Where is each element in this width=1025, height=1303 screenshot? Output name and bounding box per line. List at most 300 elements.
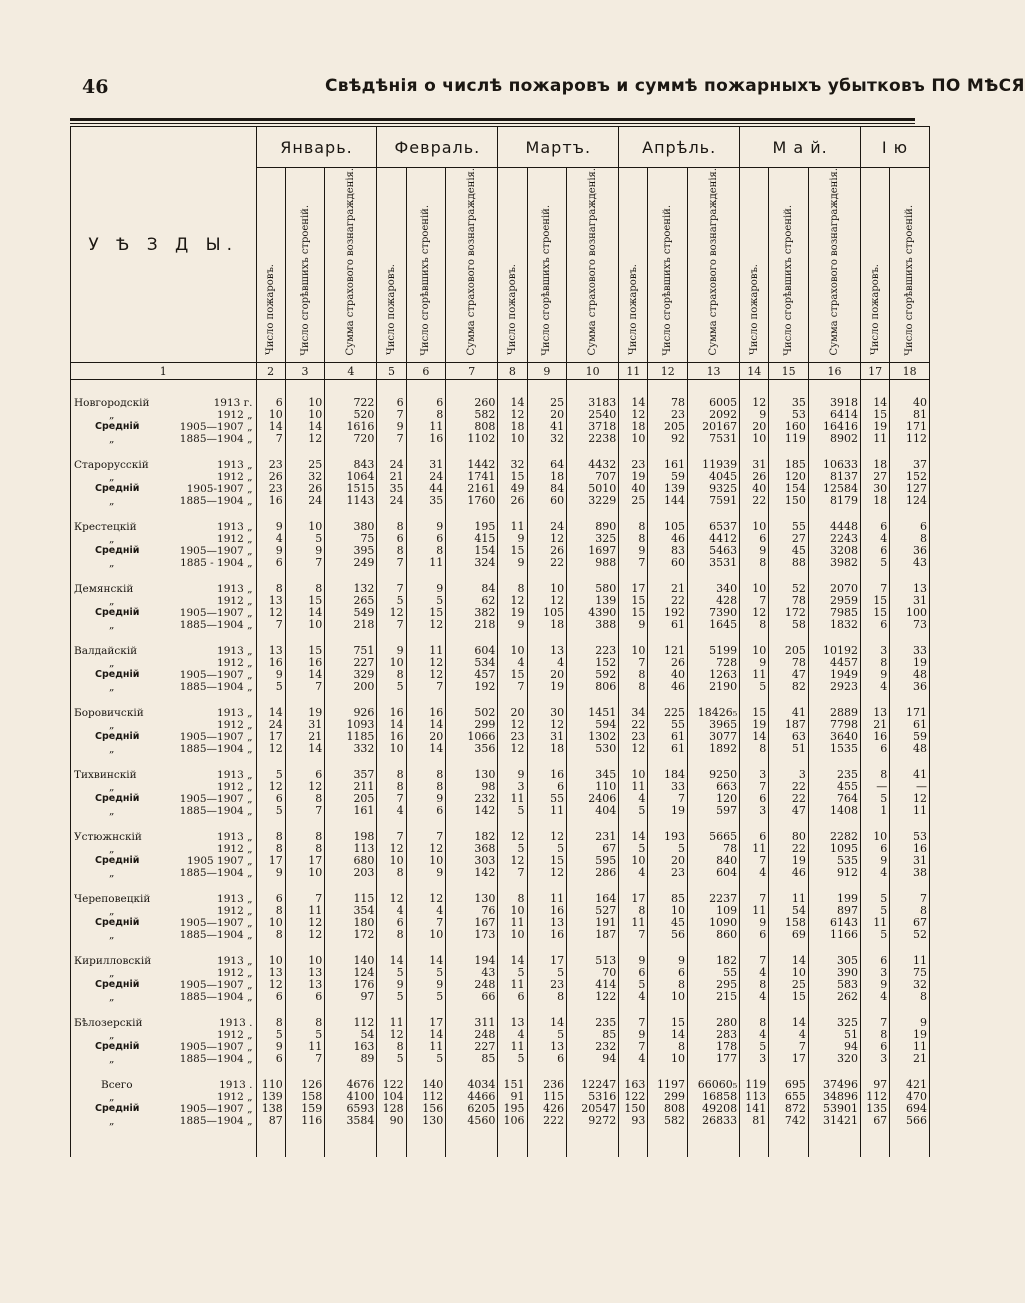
value-cell: 3 bbox=[740, 805, 769, 817]
empty-cell bbox=[446, 817, 498, 831]
value-cell: 6205 bbox=[446, 1103, 498, 1115]
uezdy-header: У Ѣ З Д Ы. bbox=[71, 127, 257, 363]
value-cell: 9 bbox=[256, 1041, 285, 1053]
value-cell: 1741 bbox=[446, 471, 498, 483]
table-row bbox=[71, 557, 930, 569]
empty-cell bbox=[740, 941, 769, 955]
value-cell: 11 bbox=[740, 843, 769, 855]
value-cell: 9 bbox=[256, 669, 285, 681]
value-cell: 53 bbox=[769, 409, 809, 421]
value-cell: 135 bbox=[861, 1103, 890, 1115]
row-period: 1913 „ bbox=[217, 831, 253, 844]
value-cell: 4 bbox=[861, 991, 890, 1003]
value-cell: 120 bbox=[769, 471, 809, 483]
value-cell: 14 bbox=[619, 397, 648, 409]
empty-cell bbox=[861, 879, 890, 893]
value-cell: 808 bbox=[446, 421, 498, 433]
subcolumn-header bbox=[740, 168, 769, 363]
value-cell: 112 bbox=[861, 1091, 890, 1103]
value-cell: 6 bbox=[406, 397, 446, 409]
empty-cell bbox=[377, 1127, 406, 1157]
empty-cell bbox=[377, 569, 406, 583]
value-cell: 14 bbox=[285, 421, 325, 433]
empty-cell bbox=[527, 380, 567, 398]
value-cell: 16 bbox=[527, 769, 567, 781]
empty-cell bbox=[377, 693, 406, 707]
value-cell: 7 bbox=[619, 1017, 648, 1029]
row-period: 1885—1904 „ bbox=[179, 433, 253, 446]
value-cell: 1263 bbox=[688, 669, 740, 681]
row-period: 1905—1907 „ bbox=[179, 731, 253, 744]
value-cell: 192 bbox=[648, 607, 688, 619]
value-cell: 130 bbox=[446, 769, 498, 781]
empty-cell bbox=[648, 631, 688, 645]
value-cell: 9 bbox=[406, 867, 446, 879]
value-cell: 5316 bbox=[567, 1091, 619, 1103]
row-label: „ bbox=[109, 681, 115, 694]
row-period: 1885—1904 „ bbox=[179, 1115, 253, 1128]
value-cell: 426 bbox=[527, 1103, 567, 1115]
value-cell: 22 bbox=[769, 793, 809, 805]
empty-cell bbox=[498, 755, 527, 769]
value-cell: 45 bbox=[648, 917, 688, 929]
month-header-row bbox=[71, 127, 930, 168]
value-cell: 455 bbox=[808, 781, 860, 793]
value-cell: 15 bbox=[769, 991, 809, 1003]
value-cell: 87 bbox=[256, 1115, 285, 1127]
value-cell: 8 bbox=[377, 781, 406, 793]
row-period: 1905—1907 „ bbox=[179, 917, 253, 930]
value-cell: 24 bbox=[527, 521, 567, 533]
value-cell: 597 bbox=[688, 805, 740, 817]
value-cell: 5199 bbox=[688, 645, 740, 657]
empty-cell bbox=[406, 445, 446, 459]
value-cell: 325 bbox=[808, 1017, 860, 1029]
value-cell: 13 bbox=[256, 967, 285, 979]
value-cell: 8 bbox=[377, 669, 406, 681]
empty-cell bbox=[406, 569, 446, 583]
row-label: Средній bbox=[95, 1103, 140, 1115]
value-cell: 11 bbox=[498, 917, 527, 929]
spacer-row bbox=[71, 507, 930, 521]
value-cell: 5 bbox=[527, 967, 567, 979]
empty-cell bbox=[769, 693, 809, 707]
value-cell: 36 bbox=[890, 681, 930, 693]
value-cell: 115 bbox=[527, 1091, 567, 1103]
value-cell: 9 bbox=[377, 421, 406, 433]
empty-cell bbox=[740, 507, 769, 521]
empty-cell bbox=[377, 507, 406, 521]
empty-cell bbox=[527, 879, 567, 893]
value-cell: 128 bbox=[377, 1103, 406, 1115]
value-cell: 4 bbox=[619, 991, 648, 1003]
value-cell: 184 bbox=[648, 769, 688, 781]
value-cell: 231 bbox=[567, 831, 619, 843]
value-cell: 18 bbox=[619, 421, 648, 433]
empty-cell bbox=[446, 380, 498, 398]
value-cell: 172 bbox=[769, 607, 809, 619]
value-cell: 10 bbox=[648, 1053, 688, 1065]
empty-cell bbox=[256, 445, 285, 459]
uezd-cell bbox=[71, 967, 257, 979]
value-cell: 154 bbox=[446, 545, 498, 557]
value-cell: 5 bbox=[619, 843, 648, 855]
value-cell: 11 bbox=[890, 805, 930, 817]
row-period: 1912 „ bbox=[217, 657, 253, 670]
value-cell: 218 bbox=[446, 619, 498, 631]
subcolumn-header bbox=[285, 168, 325, 363]
value-cell: 5 bbox=[861, 793, 890, 805]
value-cell: 10 bbox=[498, 645, 527, 657]
value-cell: 329 bbox=[325, 669, 377, 681]
empty-cell bbox=[740, 631, 769, 645]
value-cell: 48 bbox=[890, 669, 930, 681]
empty-cell bbox=[325, 631, 377, 645]
uezd-cell bbox=[71, 557, 257, 569]
month-june: І ю bbox=[861, 127, 930, 168]
column-number: 10 bbox=[567, 363, 619, 380]
value-cell: 10 bbox=[285, 521, 325, 533]
value-cell: 167 bbox=[446, 917, 498, 929]
value-cell: 7 bbox=[890, 893, 930, 905]
value-cell: 11 bbox=[527, 893, 567, 905]
value-cell: 34896 bbox=[808, 1091, 860, 1103]
value-cell: 38 bbox=[890, 867, 930, 879]
value-cell: 7985 bbox=[808, 607, 860, 619]
value-cell: 8 bbox=[285, 793, 325, 805]
value-cell: 49208 bbox=[688, 1103, 740, 1115]
value-cell: 23 bbox=[256, 483, 285, 495]
value-cell: 3 bbox=[861, 967, 890, 979]
value-cell: 1535 bbox=[808, 743, 860, 755]
empty-cell bbox=[740, 1003, 769, 1017]
value-cell: 728 bbox=[688, 657, 740, 669]
value-cell: 59 bbox=[890, 731, 930, 743]
value-cell: 55 bbox=[769, 521, 809, 533]
value-cell: 10 bbox=[769, 967, 809, 979]
value-cell: 11 bbox=[740, 669, 769, 681]
value-cell: 10192 bbox=[808, 645, 860, 657]
value-cell: 14 bbox=[406, 955, 446, 967]
value-cell: 6 bbox=[619, 967, 648, 979]
value-cell: 897 bbox=[808, 905, 860, 917]
value-cell: 26 bbox=[498, 495, 527, 507]
value-cell: 12 bbox=[498, 409, 527, 421]
value-cell: — bbox=[861, 781, 890, 793]
value-cell: 5 bbox=[740, 1041, 769, 1053]
value-cell: 3640 bbox=[808, 731, 860, 743]
row-period: 1913 г. bbox=[213, 397, 253, 410]
value-cell: 4560 bbox=[446, 1115, 498, 1127]
uezd-cell bbox=[71, 1053, 257, 1065]
value-cell: 305 bbox=[808, 955, 860, 967]
value-cell: 15 bbox=[619, 607, 648, 619]
value-cell: 7 bbox=[498, 681, 527, 693]
empty-cell bbox=[688, 879, 740, 893]
empty-cell bbox=[446, 1065, 498, 1079]
value-cell: 6 bbox=[861, 1041, 890, 1053]
value-cell: 8 bbox=[256, 843, 285, 855]
value-cell: 248 bbox=[446, 979, 498, 991]
value-cell: 4448 bbox=[808, 521, 860, 533]
value-cell: 33 bbox=[890, 645, 930, 657]
row-label: Валдайскій bbox=[74, 645, 138, 658]
value-cell: 694 bbox=[890, 1103, 930, 1115]
empty-cell bbox=[498, 445, 527, 459]
value-cell: 10 bbox=[498, 929, 527, 941]
empty-cell bbox=[406, 631, 446, 645]
row-period: 1905—1907 „ bbox=[179, 979, 253, 992]
value-cell: 10 bbox=[285, 867, 325, 879]
value-cell: 1166 bbox=[808, 929, 860, 941]
empty-cell bbox=[498, 1127, 527, 1157]
value-cell: 6 bbox=[890, 521, 930, 533]
empty-cell bbox=[325, 380, 377, 398]
value-cell: 9 bbox=[498, 533, 527, 545]
empty-cell bbox=[325, 1065, 377, 1079]
empty-cell bbox=[890, 941, 930, 955]
empty-cell bbox=[769, 631, 809, 645]
value-cell: 11 bbox=[740, 905, 769, 917]
value-cell: 178 bbox=[688, 1041, 740, 1053]
uezd-cell bbox=[71, 471, 257, 483]
empty-cell bbox=[285, 507, 325, 521]
value-cell: 3077 bbox=[688, 731, 740, 743]
value-cell: 12 bbox=[406, 843, 446, 855]
value-cell: 695 bbox=[769, 1079, 809, 1091]
value-cell: 52 bbox=[890, 929, 930, 941]
empty-cell bbox=[567, 1127, 619, 1157]
uezd-cell bbox=[71, 533, 257, 545]
column-number: 9 bbox=[527, 363, 567, 380]
empty-cell bbox=[256, 380, 285, 398]
value-cell: 66060₅ bbox=[688, 1079, 740, 1091]
value-cell: 31 bbox=[890, 595, 930, 607]
value-cell: 10633 bbox=[808, 459, 860, 471]
empty-cell bbox=[808, 879, 860, 893]
value-cell: 742 bbox=[769, 1115, 809, 1127]
value-cell: 8 bbox=[285, 1017, 325, 1029]
value-cell: 32 bbox=[285, 471, 325, 483]
value-cell: 5665 bbox=[688, 831, 740, 843]
empty-cell bbox=[377, 755, 406, 769]
value-cell: 4390 bbox=[567, 607, 619, 619]
value-cell: 15 bbox=[498, 545, 527, 557]
value-cell: 8 bbox=[740, 619, 769, 631]
row-label: „ bbox=[109, 743, 115, 756]
value-cell: 83 bbox=[648, 545, 688, 557]
empty-cell bbox=[325, 817, 377, 831]
value-cell: 15 bbox=[498, 471, 527, 483]
value-cell: 19 bbox=[527, 681, 567, 693]
value-cell: 9 bbox=[498, 557, 527, 569]
value-cell: 13 bbox=[890, 583, 930, 595]
value-cell: 8 bbox=[861, 1029, 890, 1041]
value-cell: 10 bbox=[740, 583, 769, 595]
value-cell: 17 bbox=[769, 1053, 809, 1065]
value-cell: 5 bbox=[527, 1029, 567, 1041]
value-cell: 5 bbox=[498, 1053, 527, 1065]
value-cell: 5 bbox=[861, 893, 890, 905]
value-cell: 26833 bbox=[688, 1115, 740, 1127]
value-cell: 61 bbox=[648, 619, 688, 631]
empty-cell bbox=[740, 445, 769, 459]
value-cell: 227 bbox=[325, 657, 377, 669]
value-cell: 7 bbox=[285, 557, 325, 569]
row-label: „ bbox=[109, 1091, 115, 1104]
empty-cell bbox=[256, 631, 285, 645]
empty-cell bbox=[769, 879, 809, 893]
value-cell: 11 bbox=[619, 781, 648, 793]
subcolumn-header-label: Сумма страхового вознагражденія. bbox=[466, 168, 478, 356]
uezd-cell bbox=[71, 645, 257, 657]
empty-cell bbox=[325, 755, 377, 769]
value-cell: 10 bbox=[498, 905, 527, 917]
empty-cell bbox=[808, 941, 860, 955]
value-cell: 194 bbox=[446, 955, 498, 967]
value-cell: 9 bbox=[256, 521, 285, 533]
value-cell: 3 bbox=[861, 645, 890, 657]
empty-cell bbox=[498, 631, 527, 645]
value-cell: 31421 bbox=[808, 1115, 860, 1127]
value-cell: 12 bbox=[527, 595, 567, 607]
row-period: 1905—1907 „ bbox=[179, 1041, 253, 1054]
empty-cell bbox=[71, 569, 257, 583]
value-cell: 11 bbox=[861, 917, 890, 929]
value-cell: 13 bbox=[256, 595, 285, 607]
value-cell: 55 bbox=[688, 967, 740, 979]
uezd-cell bbox=[71, 805, 257, 817]
page-number: 46 bbox=[82, 76, 109, 98]
value-cell: 415 bbox=[446, 533, 498, 545]
subcolumn-header bbox=[769, 168, 809, 363]
value-cell: 249 bbox=[325, 557, 377, 569]
uezd-cell bbox=[71, 545, 257, 557]
value-cell: 15 bbox=[740, 707, 769, 719]
value-cell: 11 bbox=[527, 805, 567, 817]
empty-cell bbox=[71, 1127, 257, 1157]
page-title: Свѣдѣнія о числѣ пожаровъ и суммѣ пожарныхъ убытковъ ПО МѢСЯ bbox=[325, 76, 1025, 96]
spacer-row bbox=[71, 1065, 930, 1079]
subcolumn-header-label: Сумма страхового вознагражденія. bbox=[708, 168, 720, 356]
value-cell: 295 bbox=[688, 979, 740, 991]
value-cell: 8 bbox=[377, 929, 406, 941]
value-cell: 23 bbox=[648, 867, 688, 879]
value-cell: 340 bbox=[688, 583, 740, 595]
value-cell: 17 bbox=[619, 893, 648, 905]
value-cell: 215 bbox=[688, 991, 740, 1003]
empty-cell bbox=[688, 941, 740, 955]
value-cell: 12 bbox=[377, 843, 406, 855]
value-cell: 8 bbox=[285, 843, 325, 855]
value-cell: 428 bbox=[688, 595, 740, 607]
subcolumn-header-label: Число пожаровъ. bbox=[506, 264, 518, 356]
value-cell: 88 bbox=[769, 557, 809, 569]
value-cell: 54 bbox=[769, 905, 809, 917]
value-cell: 21 bbox=[861, 719, 890, 731]
value-cell: 11 bbox=[406, 421, 446, 433]
value-cell: 15 bbox=[527, 855, 567, 867]
row-label: Средній bbox=[95, 421, 140, 433]
value-cell: 11 bbox=[285, 1041, 325, 1053]
value-cell: 3965 bbox=[688, 719, 740, 731]
value-cell: 23 bbox=[256, 459, 285, 471]
fire-statistics-table bbox=[70, 126, 930, 1157]
value-cell: 20 bbox=[648, 855, 688, 867]
empty-cell bbox=[446, 445, 498, 459]
uezd-cell bbox=[71, 1041, 257, 1053]
value-cell: 19 bbox=[285, 707, 325, 719]
column-number: 16 bbox=[808, 363, 860, 380]
value-cell: 19 bbox=[648, 805, 688, 817]
value-cell: 8 bbox=[377, 769, 406, 781]
value-cell: 457 bbox=[446, 669, 498, 681]
row-period: 1913 . bbox=[219, 1079, 253, 1092]
value-cell: 7 bbox=[377, 619, 406, 631]
empty-cell bbox=[406, 1003, 446, 1017]
value-cell: 10 bbox=[256, 409, 285, 421]
value-cell: 2070 bbox=[808, 583, 860, 595]
value-cell: 192 bbox=[446, 681, 498, 693]
value-cell: 84 bbox=[527, 483, 567, 495]
value-cell: 70 bbox=[567, 967, 619, 979]
value-cell: 19 bbox=[861, 421, 890, 433]
empty-cell bbox=[619, 631, 648, 645]
empty-cell bbox=[648, 1003, 688, 1017]
value-cell: 3531 bbox=[688, 557, 740, 569]
value-cell: 5 bbox=[285, 533, 325, 545]
row-label: „ bbox=[109, 805, 115, 818]
value-cell: 236 bbox=[527, 1079, 567, 1091]
value-cell: 11939 bbox=[688, 459, 740, 471]
table-row bbox=[71, 681, 930, 693]
value-cell: 6 bbox=[527, 1053, 567, 1065]
uezd-cell bbox=[71, 583, 257, 595]
value-cell: 97 bbox=[861, 1079, 890, 1091]
subcolumn-header-label: Число сгорѣвшихъ строеній. bbox=[299, 204, 311, 356]
value-cell: 7 bbox=[285, 681, 325, 693]
value-cell: 56 bbox=[648, 929, 688, 941]
row-period: 1913 „ bbox=[217, 955, 253, 968]
value-cell: 43 bbox=[890, 557, 930, 569]
empty-cell bbox=[808, 1127, 860, 1157]
value-cell: 356 bbox=[446, 743, 498, 755]
row-label: „ bbox=[109, 991, 115, 1004]
value-cell: 48 bbox=[890, 743, 930, 755]
value-cell: 10 bbox=[498, 433, 527, 445]
row-label: Средній bbox=[95, 483, 140, 495]
value-cell: 62 bbox=[446, 595, 498, 607]
empty-cell bbox=[527, 817, 567, 831]
value-cell: 9 bbox=[498, 619, 527, 631]
spacer-row bbox=[71, 1127, 930, 1157]
empty-cell bbox=[285, 631, 325, 645]
value-cell: 5 bbox=[256, 681, 285, 693]
spacer-row bbox=[71, 755, 930, 769]
row-label: „ bbox=[109, 619, 115, 632]
empty-cell bbox=[648, 507, 688, 521]
value-cell: 55 bbox=[648, 719, 688, 731]
value-cell: 10 bbox=[619, 855, 648, 867]
value-cell: 4 bbox=[740, 867, 769, 879]
value-cell: 31 bbox=[890, 855, 930, 867]
spacer-row bbox=[71, 631, 930, 645]
value-cell: 78 bbox=[769, 657, 809, 669]
uezd-cell bbox=[71, 719, 257, 731]
uezd-cell bbox=[71, 1091, 257, 1103]
value-cell: 604 bbox=[688, 867, 740, 879]
row-label: „ bbox=[109, 409, 115, 422]
